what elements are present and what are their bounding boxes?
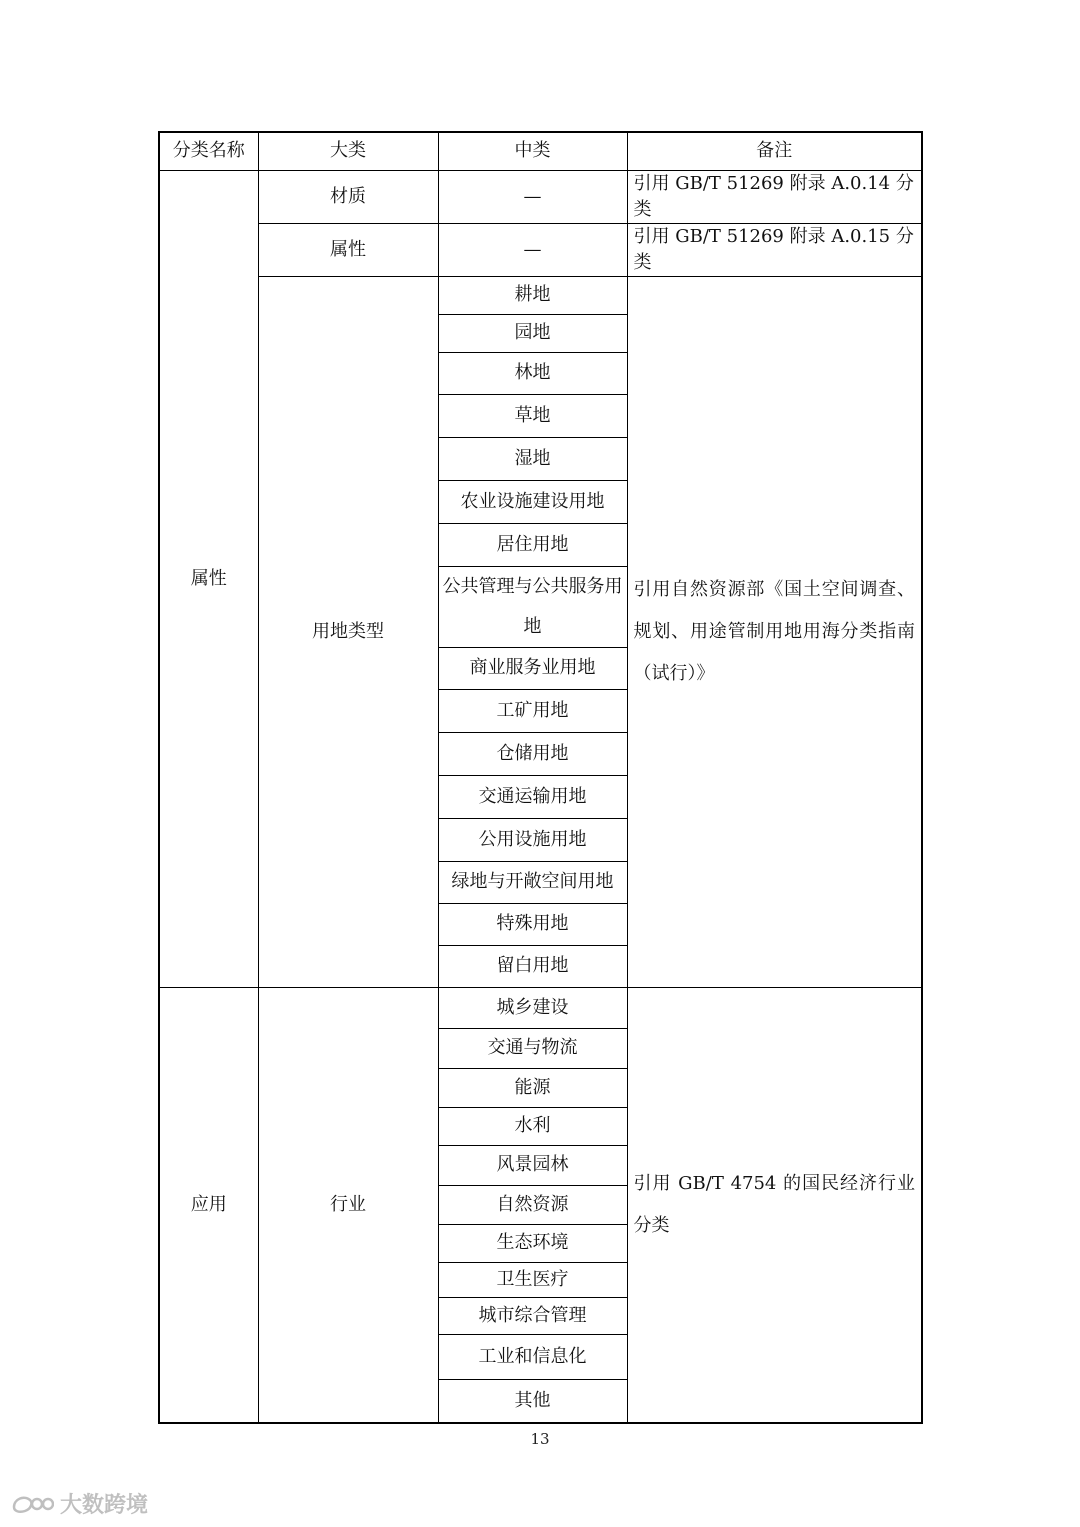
middle-cell: 风景园林	[438, 1145, 627, 1185]
middle-cell: 城市综合管理	[438, 1297, 627, 1334]
table-header-row	[159, 132, 922, 170]
middle-cell: —	[438, 170, 627, 223]
table-row	[159, 276, 922, 314]
middle-cell: 仓储用地	[438, 732, 627, 775]
middle-cell: 商业服务业用地	[438, 647, 627, 689]
middle-cell: 湿地	[438, 437, 627, 480]
middle-cell: 其他	[438, 1379, 627, 1423]
middle-cell: 园地	[438, 314, 627, 352]
middle-cell: 交通运输用地	[438, 775, 627, 818]
middle-cell: 自然资源	[438, 1185, 627, 1224]
middle-cell: 绿地与开敞空间用地	[438, 861, 627, 903]
note-cell: 引用 GB/T 51269 附录 A.0.14 分类	[627, 170, 922, 223]
middle-cell: 城乡建设	[438, 987, 627, 1028]
table-row	[159, 170, 922, 223]
note-cell: 引用 GB/T 51269 附录 A.0.15 分类	[627, 223, 922, 276]
middle-cell: 卫生医疗	[438, 1262, 627, 1297]
middle-cell: 留白用地	[438, 945, 627, 987]
table-row	[159, 987, 922, 1028]
middle-cell: 公共管理与公共服务用地	[438, 566, 627, 647]
watermark-text: 大数跨境	[60, 1493, 149, 1518]
header-middle: 中类	[438, 132, 627, 170]
middle-cell: 生态环境	[438, 1224, 627, 1262]
middle-cell: 能源	[438, 1068, 627, 1107]
major-cell-industry: 行业	[258, 987, 438, 1423]
middle-cell: 居住用地	[438, 523, 627, 566]
middle-cell: 耕地	[438, 276, 627, 314]
major-cell-land-use: 用地类型	[258, 276, 438, 987]
major-cell: 材质	[258, 170, 438, 223]
classification-table	[158, 131, 923, 1424]
middle-cell: 工矿用地	[438, 689, 627, 732]
category-cell-app: 应用	[159, 987, 258, 1423]
note-cell-industry: 引用 GB/T 4754 的国民经济行业分类	[627, 987, 922, 1423]
middle-cell: 公用设施用地	[438, 818, 627, 861]
header-category: 分类名称	[159, 132, 258, 170]
middle-cell: 水利	[438, 1107, 627, 1145]
note-cell-land-use: 引用自然资源部《国土空间调查、规划、用途管制用地用海分类指南（试行）》	[627, 276, 922, 987]
middle-cell: 草地	[438, 394, 627, 437]
page-number: 13	[530, 1430, 550, 1448]
middle-cell: 林地	[438, 352, 627, 394]
middle-cell: —	[438, 223, 627, 276]
middle-cell: 农业设施建设用地	[438, 480, 627, 523]
middle-cell: 交通与物流	[438, 1028, 627, 1068]
table-row	[159, 223, 922, 276]
header-major: 大类	[258, 132, 438, 170]
major-cell: 属性	[258, 223, 438, 276]
weibo-style-logo-icon	[10, 1491, 54, 1517]
header-note: 备注	[627, 132, 922, 170]
watermark	[10, 1488, 148, 1519]
middle-cell: 工业和信息化	[438, 1334, 627, 1379]
middle-cell: 特殊用地	[438, 903, 627, 945]
category-cell-attr: 属性	[159, 170, 258, 987]
